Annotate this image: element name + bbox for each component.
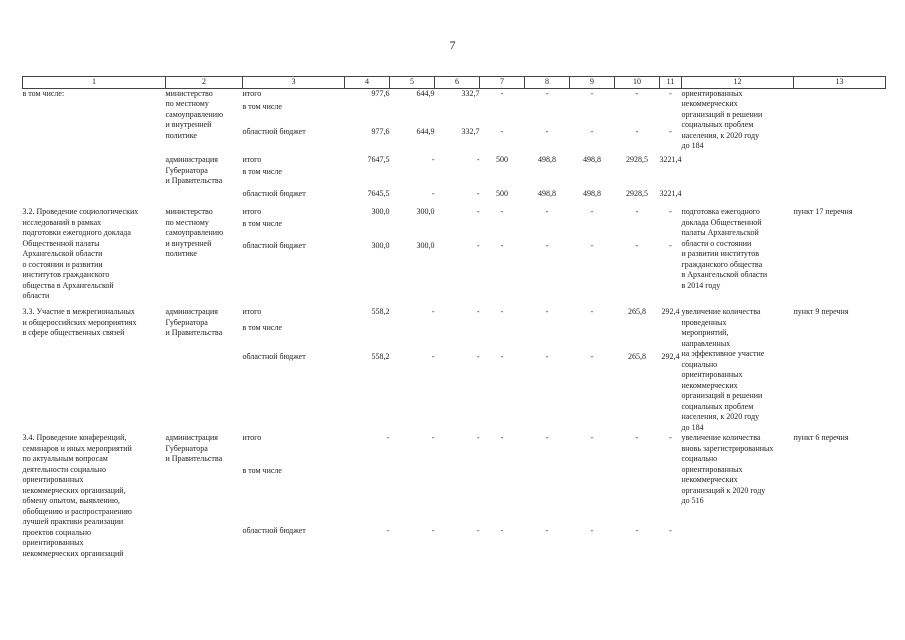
spacer-cell bbox=[345, 141, 390, 155]
spacer-cell bbox=[435, 141, 480, 155]
result-cell: подготовка ежегодного доклада Общественной палаты Архангельской области о состоянии и развитии институтов гражданского общества в Архангельской области в 2014 году bbox=[681, 207, 768, 290]
value-cell bbox=[615, 102, 660, 127]
value-cell bbox=[570, 466, 615, 526]
value-cell: 498,8 bbox=[583, 155, 601, 164]
value-cell: 644,9 bbox=[416, 88, 435, 98]
column-number: 12 bbox=[682, 77, 794, 89]
spacer-cell bbox=[435, 367, 480, 433]
value-cell bbox=[345, 167, 390, 189]
spacer-cell bbox=[345, 253, 390, 307]
value-cell: - bbox=[545, 526, 549, 536]
page-number: 7 bbox=[449, 38, 456, 52]
executor-cell: администрация Губернатора и Правительства bbox=[165, 433, 223, 463]
value-cell bbox=[570, 323, 615, 352]
column-number: 3 bbox=[243, 77, 345, 89]
value-cell: - bbox=[476, 155, 480, 164]
spacer-cell bbox=[570, 253, 615, 307]
task-title-cell: 3.4. Проведение конференций, семинаров и иных мероприятий по актуальным вопросам деятельности социально ориентированных некоммерческих организаций, обмену опытом, выявлению, обобщению и распространению лучшей практики реализации проектов социально ориентированных некоммерческих организаций bbox=[22, 433, 132, 558]
spacer-cell bbox=[525, 141, 570, 155]
value-cell: 498,8 bbox=[538, 189, 556, 198]
value-cell: 265,8 bbox=[628, 307, 646, 316]
spacer-cell bbox=[615, 253, 660, 307]
value-cell bbox=[480, 466, 525, 526]
reference-cell: пункт 17 перечня bbox=[793, 207, 853, 216]
spacer-cell bbox=[345, 367, 390, 433]
value-cell: - bbox=[590, 526, 594, 536]
value-cell: - bbox=[500, 433, 504, 442]
value-cell: - bbox=[669, 433, 672, 442]
value-cell bbox=[525, 219, 570, 241]
value-cell: 498,8 bbox=[538, 155, 556, 164]
spacer-cell bbox=[660, 367, 682, 433]
value-cell: 300,0 bbox=[371, 207, 390, 216]
column-number: 8 bbox=[525, 77, 570, 89]
value-cell bbox=[480, 102, 525, 127]
spacer-cell bbox=[525, 367, 570, 433]
column-number: 11 bbox=[660, 77, 682, 89]
column-number: 9 bbox=[570, 77, 615, 89]
spacer-cell bbox=[480, 253, 525, 307]
spacer-cell bbox=[166, 141, 243, 155]
value-cell bbox=[525, 323, 570, 352]
value-cell: - bbox=[545, 207, 549, 216]
value-cell: - bbox=[590, 433, 594, 442]
spacer-cell bbox=[435, 253, 480, 307]
value-cell bbox=[480, 219, 525, 241]
value-cell bbox=[435, 102, 480, 127]
column-number: 1 bbox=[23, 77, 166, 89]
funding-source-cell: областной бюджет bbox=[242, 241, 306, 250]
column-number: 10 bbox=[615, 77, 660, 89]
value-cell bbox=[435, 167, 480, 189]
value-cell: - bbox=[476, 189, 480, 198]
column-number: 13 bbox=[794, 77, 886, 89]
value-cell: - bbox=[386, 526, 390, 536]
value-cell: - bbox=[545, 307, 549, 316]
executor-cell: министерство по местному самоуправлению и внутренней политике bbox=[165, 207, 224, 258]
value-cell: - bbox=[545, 351, 549, 361]
executor-cell: администрация Губернатора и Правительства bbox=[165, 307, 223, 337]
value-cell: - bbox=[590, 351, 594, 361]
funding-source-cell: итого bbox=[242, 433, 262, 442]
value-cell bbox=[660, 219, 682, 241]
funding-source-cell: итого bbox=[242, 155, 262, 164]
spacer-cell bbox=[480, 367, 525, 433]
funding-source-cell: областной бюджет bbox=[242, 351, 306, 361]
value-cell: - bbox=[669, 526, 672, 536]
spacer-cell bbox=[660, 141, 682, 155]
executor-cell: администрация Губернатора и Правительства bbox=[165, 155, 223, 185]
value-cell: - bbox=[635, 433, 639, 442]
spacer-cell bbox=[390, 367, 435, 433]
value-cell bbox=[615, 167, 660, 189]
executor-cell: министерство по местному самоуправлению и внутренней политике bbox=[165, 88, 224, 140]
value-cell: - bbox=[500, 88, 504, 98]
value-cell: 292,4 bbox=[661, 307, 680, 316]
funding-source-cell: итого bbox=[242, 307, 262, 316]
value-cell bbox=[615, 466, 660, 526]
value-cell: - bbox=[669, 241, 672, 250]
spacer-cell bbox=[615, 367, 660, 433]
value-cell: 500 bbox=[496, 155, 508, 164]
spacer-cell bbox=[615, 141, 660, 155]
value-cell bbox=[390, 219, 435, 241]
task-title-cell: 3.3. Участие в межрегиональных и общероссийских мероприятиях в сфере общественных связей bbox=[22, 307, 137, 337]
column-number: 6 bbox=[435, 77, 480, 89]
value-cell: - bbox=[590, 88, 594, 98]
funding-source-cell: областной бюджет bbox=[242, 526, 306, 536]
value-cell: - bbox=[386, 433, 390, 442]
result-cell: ориентированных некоммерческих организаций в решении социальных проблем населения, к 2020 году до 184 bbox=[681, 88, 763, 150]
value-cell: - bbox=[476, 526, 480, 536]
program-table bbox=[22, 76, 886, 559]
value-cell: - bbox=[669, 88, 672, 98]
column-numbers-row bbox=[23, 77, 886, 89]
funding-source-cell: в том числе bbox=[242, 101, 282, 111]
spacer-cell bbox=[525, 253, 570, 307]
value-cell: - bbox=[635, 241, 639, 250]
value-cell bbox=[435, 466, 480, 526]
value-cell bbox=[345, 219, 390, 241]
value-cell bbox=[525, 167, 570, 189]
value-cell bbox=[570, 102, 615, 127]
value-cell: 300,0 bbox=[416, 241, 435, 250]
funding-source-cell: в том числе bbox=[242, 219, 282, 228]
value-cell bbox=[615, 323, 660, 352]
value-cell bbox=[390, 466, 435, 526]
value-cell: 644,9 bbox=[416, 127, 435, 137]
funding-source-cell: итого bbox=[242, 207, 262, 216]
value-cell: - bbox=[590, 127, 594, 137]
value-cell: 292,4 bbox=[661, 351, 680, 361]
funding-source-cell: в том числе bbox=[242, 465, 282, 475]
value-cell: - bbox=[476, 241, 480, 250]
value-cell: - bbox=[431, 351, 435, 361]
value-cell: 2928,5 bbox=[626, 155, 648, 164]
column-number: 5 bbox=[390, 77, 435, 89]
spacer-cell bbox=[570, 367, 615, 433]
table-row bbox=[23, 433, 886, 466]
value-cell: - bbox=[590, 241, 594, 250]
value-cell: - bbox=[500, 307, 504, 316]
value-cell bbox=[480, 167, 525, 189]
value-cell: - bbox=[500, 127, 504, 137]
reference-cell: пункт 6 перечня bbox=[793, 433, 849, 442]
value-cell: - bbox=[545, 241, 549, 250]
spacer-cell bbox=[660, 253, 682, 307]
value-cell: 7647,5 bbox=[367, 155, 390, 164]
funding-source-cell: областной бюджет bbox=[242, 189, 306, 198]
value-cell: - bbox=[500, 207, 504, 216]
spacer-cell bbox=[390, 253, 435, 307]
value-cell bbox=[390, 102, 435, 127]
table-row bbox=[23, 207, 886, 219]
task-title-cell: 3.2. Проведение социологических исследований в рамках подготовки ежегодного доклада Общественной палаты Архангельской области о состоянии и развитии институтов гражданского общества в Архангельской области bbox=[22, 207, 139, 300]
spacer-cell bbox=[570, 141, 615, 155]
table-body bbox=[23, 88, 886, 559]
spacer-cell bbox=[243, 141, 345, 155]
reference-cell bbox=[794, 88, 886, 207]
value-cell bbox=[570, 167, 615, 189]
table-row bbox=[23, 307, 886, 323]
reference-cell: пункт 9 перечня bbox=[793, 307, 849, 316]
value-cell: - bbox=[431, 433, 435, 442]
value-cell: - bbox=[500, 351, 504, 361]
funding-source-cell: в том числе bbox=[242, 322, 282, 332]
value-cell: - bbox=[635, 88, 639, 98]
value-cell: - bbox=[635, 207, 639, 216]
value-cell bbox=[345, 466, 390, 526]
value-cell bbox=[525, 102, 570, 127]
value-cell: 332,7 bbox=[461, 127, 480, 137]
value-cell bbox=[660, 167, 682, 189]
value-cell: 2928,5 bbox=[626, 189, 648, 198]
value-cell: - bbox=[431, 526, 435, 536]
value-cell: 558,2 bbox=[371, 351, 390, 361]
value-cell bbox=[615, 219, 660, 241]
value-cell: - bbox=[590, 307, 594, 316]
value-cell: - bbox=[669, 207, 672, 216]
value-cell: 558,2 bbox=[371, 307, 390, 316]
value-cell bbox=[660, 323, 682, 352]
value-cell: - bbox=[431, 155, 435, 164]
value-cell: - bbox=[545, 127, 549, 137]
value-cell: - bbox=[476, 433, 480, 442]
task-title-cell: в том числе: bbox=[22, 88, 65, 98]
value-cell bbox=[660, 102, 682, 127]
column-number: 2 bbox=[166, 77, 243, 89]
value-cell: - bbox=[545, 88, 549, 98]
value-cell bbox=[570, 219, 615, 241]
value-cell: 500 bbox=[496, 189, 508, 198]
spacer-cell bbox=[243, 367, 345, 433]
value-cell bbox=[345, 102, 390, 127]
value-cell: - bbox=[500, 526, 504, 536]
column-number: 4 bbox=[345, 77, 390, 89]
value-cell: - bbox=[476, 307, 480, 316]
value-cell bbox=[390, 167, 435, 189]
value-cell: 265,8 bbox=[628, 351, 646, 361]
table-row bbox=[23, 88, 886, 102]
result-cell: увеличение количества проведенных мероприятий, направленных на эффективное участие социально ориентированных некоммерческих организаций в решении социальных проблем населения, к 2020 году до 184 bbox=[681, 307, 765, 432]
spacer-cell bbox=[390, 141, 435, 155]
value-cell: - bbox=[635, 526, 639, 536]
value-cell: - bbox=[431, 189, 435, 198]
spacer-cell bbox=[480, 141, 525, 155]
value-cell: 977,6 bbox=[371, 88, 390, 98]
value-cell bbox=[390, 323, 435, 352]
value-cell: 977,6 bbox=[371, 127, 390, 137]
value-cell: - bbox=[500, 241, 504, 250]
spacer-cell bbox=[243, 253, 345, 307]
column-number: 7 bbox=[480, 77, 525, 89]
value-cell: - bbox=[669, 127, 672, 137]
value-cell: - bbox=[476, 351, 480, 361]
value-cell bbox=[345, 323, 390, 352]
value-cell: 300,0 bbox=[416, 207, 435, 216]
value-cell: - bbox=[431, 307, 435, 316]
value-cell: 7645,5 bbox=[367, 189, 390, 198]
value-cell bbox=[480, 323, 525, 352]
funding-source-cell: областной бюджет bbox=[242, 127, 306, 137]
value-cell bbox=[660, 466, 682, 526]
funding-source-cell: в том числе bbox=[242, 167, 282, 176]
value-cell bbox=[525, 466, 570, 526]
value-cell: - bbox=[545, 433, 549, 442]
value-cell: 3221,4 bbox=[659, 155, 682, 164]
value-cell: - bbox=[476, 207, 480, 216]
value-cell: 300,0 bbox=[371, 241, 390, 250]
value-cell: 498,8 bbox=[583, 189, 601, 198]
value-cell bbox=[435, 219, 480, 241]
funding-source-cell: итого bbox=[242, 88, 262, 98]
value-cell: - bbox=[590, 207, 594, 216]
value-cell bbox=[435, 323, 480, 352]
value-cell: 332,7 bbox=[461, 88, 480, 98]
value-cell: 3221,4 bbox=[659, 189, 682, 198]
value-cell: - bbox=[635, 127, 639, 137]
result-cell: увеличение количества вновь зарегистрированных социально ориентированных некоммерческих организаций к 2020 году до 516 bbox=[681, 433, 774, 505]
